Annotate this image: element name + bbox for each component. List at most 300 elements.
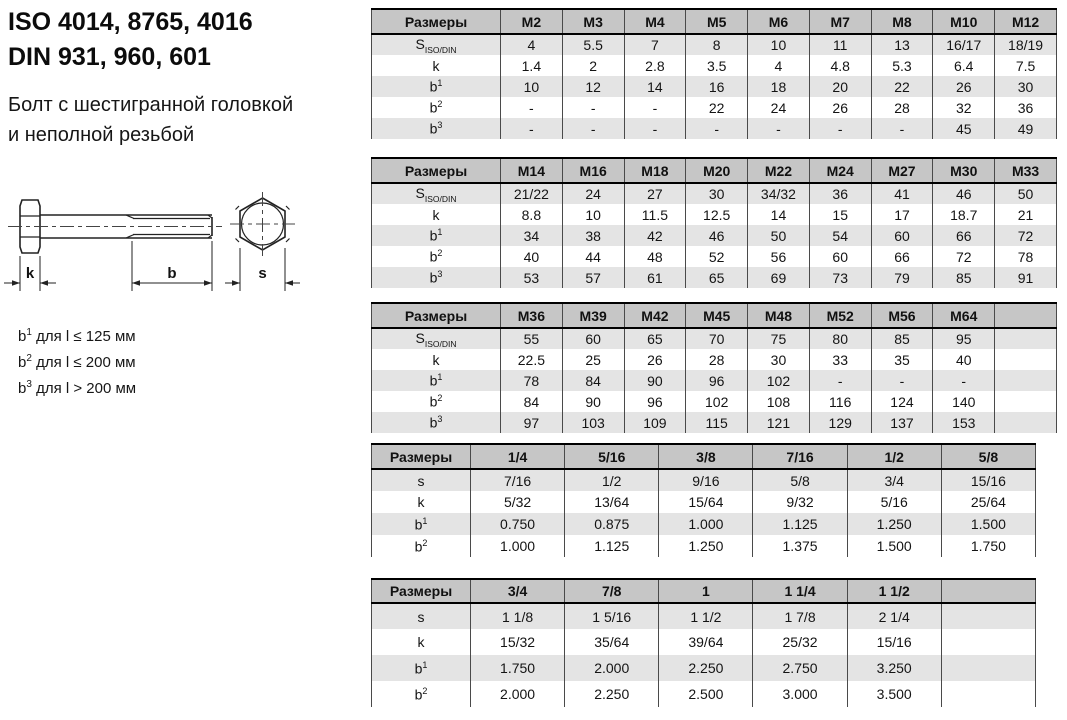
spec-value-cell: 4 — [748, 55, 810, 76]
empty-cell — [995, 412, 1057, 433]
spec-value-cell: 26 — [933, 76, 995, 97]
table-row — [372, 34, 1057, 55]
spec-value-cell: 33 — [809, 349, 871, 370]
size-column-header: 5/16 — [565, 444, 659, 469]
spec-value-cell: 97 — [501, 412, 563, 433]
row-label: $b^2$ — [372, 681, 471, 707]
spec-value-cell: 5.5 — [562, 34, 624, 55]
size-column-header: 5/8 — [941, 444, 1035, 469]
table-row — [372, 328, 1057, 349]
spec-value-cell: 9/16 — [659, 469, 753, 491]
spec-value-cell: 66 — [933, 225, 995, 246]
spec-value-cell: 140 — [933, 391, 995, 412]
spec-value-cell: 115 — [686, 412, 748, 433]
spec-value-cell: 2.250 — [659, 655, 753, 681]
spec-value-cell: 54 — [809, 225, 871, 246]
spec-value-cell: 34/32 — [748, 183, 810, 204]
din-standards-line: DIN 931, 960, 601 — [8, 43, 211, 71]
size-column-header: M18 — [624, 158, 686, 183]
spec-value-cell: - — [562, 97, 624, 118]
spec-value-cell: 65 — [686, 267, 748, 288]
spec-value-cell: 53 — [501, 267, 563, 288]
spec-value-cell: 80 — [809, 328, 871, 349]
row-label: $b^2$ — [372, 535, 471, 557]
table-header-row — [372, 9, 1057, 34]
spec-value-cell: 50 — [748, 225, 810, 246]
size-column-header: M52 — [809, 303, 871, 328]
spec-value-cell: 1/2 — [565, 469, 659, 491]
spec-value-cell: - — [686, 118, 748, 139]
metric-table-m36-m64 — [371, 302, 1057, 433]
size-column-header: M14 — [501, 158, 563, 183]
size-column-header: 3/8 — [659, 444, 753, 469]
table-row — [372, 370, 1057, 391]
table-row — [372, 491, 1036, 513]
spec-value-cell: 75 — [748, 328, 810, 349]
table-header-row — [372, 579, 1036, 603]
spec-value-cell: 36 — [809, 183, 871, 204]
description-line-1: Болт с шестигранной головкой — [8, 94, 294, 116]
spec-value-cell: 1.250 — [659, 535, 753, 557]
empty-cell — [941, 655, 1035, 681]
row-label: s — [372, 469, 471, 491]
spec-value-cell: 84 — [501, 391, 563, 412]
spec-value-cell: - — [809, 370, 871, 391]
spec-value-cell: 61 — [624, 267, 686, 288]
table-header-row — [372, 444, 1036, 469]
bolt-technical-drawing — [0, 185, 320, 310]
spec-value-cell: 2.8 — [624, 55, 686, 76]
empty-column-header — [995, 303, 1057, 328]
spec-value-cell: 96 — [624, 391, 686, 412]
spec-value-cell: 2.750 — [753, 655, 847, 681]
size-column-header: 1 — [659, 579, 753, 603]
table-row — [372, 267, 1057, 288]
table-row — [372, 412, 1057, 433]
spec-value-cell: - — [933, 370, 995, 391]
size-column-header: 7/16 — [753, 444, 847, 469]
spec-value-cell: 14 — [624, 76, 686, 97]
spec-value-cell: 90 — [562, 391, 624, 412]
size-column-header: M2 — [501, 9, 563, 34]
table-row — [372, 183, 1057, 204]
thread-length-legend — [18, 322, 136, 400]
empty-cell — [995, 391, 1057, 412]
spec-value-cell: 4 — [501, 34, 563, 55]
row-label: $b^1$ — [372, 76, 501, 97]
spec-value-cell: 60 — [871, 225, 933, 246]
empty-cell — [995, 349, 1057, 370]
spec-value-cell: 44 — [562, 246, 624, 267]
spec-value-cell: 36 — [995, 97, 1057, 118]
dimension-k — [4, 256, 56, 291]
table-row — [372, 629, 1036, 655]
size-column-header: M64 — [933, 303, 995, 328]
spec-value-cell: 3.250 — [847, 655, 941, 681]
spec-value-cell: 57 — [562, 267, 624, 288]
legend-item-b2: $b^2$ для l ≤ 200 мм — [18, 353, 136, 371]
spec-value-cell: 17 — [871, 204, 933, 225]
spec-value-cell: 18.7 — [933, 204, 995, 225]
spec-value-cell: 8 — [686, 34, 748, 55]
spec-value-cell: 42 — [624, 225, 686, 246]
spec-value-cell: 56 — [748, 246, 810, 267]
spec-value-cell: 69 — [748, 267, 810, 288]
spec-value-cell: 24 — [562, 183, 624, 204]
spec-value-cell: - — [624, 118, 686, 139]
spec-value-cell: 2.000 — [471, 681, 565, 707]
spec-value-cell: 39/64 — [659, 629, 753, 655]
spec-value-cell: 1.125 — [753, 513, 847, 535]
table-corner-label: Размеры — [372, 579, 471, 603]
spec-value-cell: - — [871, 370, 933, 391]
spec-value-cell: 40 — [501, 246, 563, 267]
spec-value-cell: 91 — [995, 267, 1057, 288]
spec-value-cell: 25/32 — [753, 629, 847, 655]
spec-value-cell: 72 — [995, 225, 1057, 246]
spec-value-cell: 50 — [995, 183, 1057, 204]
spec-value-cell: 1 1/8 — [471, 603, 565, 629]
spec-value-cell: 1.125 — [565, 535, 659, 557]
spec-value-cell: 26 — [624, 349, 686, 370]
table-row — [372, 225, 1057, 246]
spec-value-cell: 1.000 — [471, 535, 565, 557]
spec-value-cell: 30 — [686, 183, 748, 204]
spec-value-cell: 1.000 — [659, 513, 753, 535]
row-label: $S_{ISO/DIN}$ — [372, 34, 501, 55]
spec-value-cell: 21 — [995, 204, 1057, 225]
inch-table-threequarter-to-oneandhalf — [371, 578, 1036, 707]
metric-table-m14-m33 — [371, 157, 1057, 288]
spec-value-cell: - — [562, 118, 624, 139]
table-row — [372, 603, 1036, 629]
size-column-header: 1/2 — [847, 444, 941, 469]
spec-value-cell: 26 — [809, 97, 871, 118]
product-description — [8, 90, 293, 150]
spec-value-cell: 96 — [686, 370, 748, 391]
row-label: $b^1$ — [372, 370, 501, 391]
size-column-header: M30 — [933, 158, 995, 183]
row-label: $b^2$ — [372, 97, 501, 118]
spec-value-cell: 25/64 — [941, 491, 1035, 513]
row-label: $S_{ISO/DIN}$ — [372, 183, 501, 204]
table-row — [372, 204, 1057, 225]
description-line-2: и неполной резьбой — [8, 124, 195, 146]
row-label: $S_{ISO/DIN}$ — [372, 328, 501, 349]
spec-value-cell: 21/22 — [501, 183, 563, 204]
spec-value-cell: 10 — [562, 204, 624, 225]
table-row — [372, 513, 1036, 535]
row-label: k — [372, 55, 501, 76]
spec-value-cell: 22 — [871, 76, 933, 97]
table-row — [372, 349, 1057, 370]
spec-value-cell: 85 — [871, 328, 933, 349]
spec-value-cell: 41 — [871, 183, 933, 204]
spec-value-cell: - — [501, 97, 563, 118]
spec-value-cell: 46 — [686, 225, 748, 246]
legend-item-b3: $b^3$ для l > 200 мм — [18, 379, 137, 397]
size-column-header: 7/8 — [565, 579, 659, 603]
spec-value-cell: 24 — [748, 97, 810, 118]
spec-value-cell: 95 — [933, 328, 995, 349]
spec-value-cell: 11.5 — [624, 204, 686, 225]
spec-value-cell: 15/16 — [941, 469, 1035, 491]
empty-column-header — [941, 579, 1035, 603]
size-column-header: M24 — [809, 158, 871, 183]
size-column-header: M6 — [748, 9, 810, 34]
empty-cell — [995, 370, 1057, 391]
spec-value-cell: 108 — [748, 391, 810, 412]
spec-value-cell: 18/19 — [995, 34, 1057, 55]
spec-value-cell: 7 — [624, 34, 686, 55]
spec-value-cell: 12.5 — [686, 204, 748, 225]
spec-value-cell: 1.500 — [847, 535, 941, 557]
spec-value-cell: 14 — [748, 204, 810, 225]
table-corner-label: Размеры — [372, 158, 501, 183]
spec-value-cell: 12 — [562, 76, 624, 97]
spec-value-cell: - — [501, 118, 563, 139]
spec-value-cell: 15/32 — [471, 629, 565, 655]
size-column-header: M56 — [871, 303, 933, 328]
row-label: k — [372, 349, 501, 370]
empty-cell — [941, 629, 1035, 655]
row-label: $b^3$ — [372, 412, 501, 433]
row-label: $b^1$ — [372, 225, 501, 246]
spec-value-cell: 7/16 — [471, 469, 565, 491]
spec-value-cell: 1.750 — [471, 655, 565, 681]
spec-value-cell: 5.3 — [871, 55, 933, 76]
spec-value-cell: 124 — [871, 391, 933, 412]
spec-value-cell: 5/16 — [847, 491, 941, 513]
table-row — [372, 55, 1057, 76]
size-column-header: M5 — [686, 9, 748, 34]
spec-value-cell: 20 — [809, 76, 871, 97]
row-label: $b^2$ — [372, 246, 501, 267]
table-row — [372, 118, 1057, 139]
spec-value-cell: 46 — [933, 183, 995, 204]
spec-value-cell: 22.5 — [501, 349, 563, 370]
spec-value-cell: 70 — [686, 328, 748, 349]
spec-value-cell: 5/8 — [753, 469, 847, 491]
size-column-header: M48 — [748, 303, 810, 328]
spec-value-cell: 32 — [933, 97, 995, 118]
spec-value-cell: 30 — [748, 349, 810, 370]
spec-value-cell: 16/17 — [933, 34, 995, 55]
size-column-header: M39 — [562, 303, 624, 328]
spec-value-cell: 65 — [624, 328, 686, 349]
table-corner-label: Размеры — [372, 303, 501, 328]
spec-value-cell: 3.5 — [686, 55, 748, 76]
spec-value-cell: 4.8 — [809, 55, 871, 76]
spec-value-cell: 10 — [501, 76, 563, 97]
spec-value-cell: 15 — [809, 204, 871, 225]
spec-value-cell: 103 — [562, 412, 624, 433]
size-column-header: 3/4 — [471, 579, 565, 603]
spec-value-cell: 1.500 — [941, 513, 1035, 535]
table-row — [372, 535, 1036, 557]
spec-value-cell: 116 — [809, 391, 871, 412]
table-header-row — [372, 303, 1057, 328]
size-column-header: M16 — [562, 158, 624, 183]
empty-cell — [995, 328, 1057, 349]
spec-value-cell: - — [871, 118, 933, 139]
row-label: k — [372, 204, 501, 225]
empty-cell — [941, 603, 1035, 629]
table-corner-label: Размеры — [372, 444, 471, 469]
size-column-header: M42 — [624, 303, 686, 328]
row-label: $b^3$ — [372, 118, 501, 139]
row-label: $b^2$ — [372, 391, 501, 412]
spec-value-cell: 9/32 — [753, 491, 847, 513]
size-column-header: M45 — [686, 303, 748, 328]
dimension-b — [132, 241, 212, 291]
spec-value-cell: 3.000 — [753, 681, 847, 707]
table-header-row — [372, 158, 1057, 183]
table-corner-label: Размеры — [372, 9, 501, 34]
spec-value-cell: - — [809, 118, 871, 139]
spec-value-cell: 79 — [871, 267, 933, 288]
spec-value-cell: 45 — [933, 118, 995, 139]
spec-value-cell: 3/4 — [847, 469, 941, 491]
spec-value-cell: 40 — [933, 349, 995, 370]
size-column-header: 1 1/4 — [753, 579, 847, 603]
spec-value-cell: 25 — [562, 349, 624, 370]
size-column-header: M33 — [995, 158, 1057, 183]
spec-value-cell: 72 — [933, 246, 995, 267]
size-column-header: M20 — [686, 158, 748, 183]
spec-value-cell: 102 — [686, 391, 748, 412]
spec-value-cell: 28 — [686, 349, 748, 370]
spec-value-cell: 3.500 — [847, 681, 941, 707]
bolt-end-view — [230, 192, 295, 256]
spec-value-cell: 78 — [501, 370, 563, 391]
row-label: k — [372, 491, 471, 513]
size-column-header: 1/4 — [471, 444, 565, 469]
spec-value-cell: 90 — [624, 370, 686, 391]
spec-value-cell: 22 — [686, 97, 748, 118]
iso-standards-line: ISO 4014, 8765, 4016 — [8, 8, 253, 36]
metric-table-m2-m12 — [371, 8, 1057, 139]
spec-value-cell: 85 — [933, 267, 995, 288]
spec-value-cell: 78 — [995, 246, 1057, 267]
table-row — [372, 97, 1057, 118]
spec-value-cell: 60 — [809, 246, 871, 267]
standards-title — [8, 5, 253, 75]
row-label: s — [372, 603, 471, 629]
row-label: $b^1$ — [372, 655, 471, 681]
spec-value-cell: 15/16 — [847, 629, 941, 655]
spec-value-cell: 55 — [501, 328, 563, 349]
spec-value-cell: 28 — [871, 97, 933, 118]
spec-value-cell: 2 — [562, 55, 624, 76]
spec-value-cell: 35 — [871, 349, 933, 370]
spec-value-cell: 15/64 — [659, 491, 753, 513]
dimension-label-k: k — [25, 265, 35, 282]
spec-value-cell: 1 7/8 — [753, 603, 847, 629]
size-column-header: M10 — [933, 9, 995, 34]
spec-value-cell: 34 — [501, 225, 563, 246]
spec-value-cell: 102 — [748, 370, 810, 391]
size-column-header: M36 — [501, 303, 563, 328]
spec-value-cell: 16 — [686, 76, 748, 97]
spec-value-cell: 6.4 — [933, 55, 995, 76]
row-label: $b^1$ — [372, 513, 471, 535]
spec-value-cell: 1.750 — [941, 535, 1035, 557]
spec-value-cell: 18 — [748, 76, 810, 97]
spec-value-cell: 0.875 — [565, 513, 659, 535]
spec-value-cell: 121 — [748, 412, 810, 433]
dimension-label-s: s — [258, 265, 267, 282]
spec-value-cell: 2.500 — [659, 681, 753, 707]
empty-cell — [941, 681, 1035, 707]
spec-value-cell: 60 — [562, 328, 624, 349]
spec-value-cell: 137 — [871, 412, 933, 433]
size-column-header: M7 — [809, 9, 871, 34]
spec-value-cell: 38 — [562, 225, 624, 246]
table-row — [372, 655, 1036, 681]
table-row — [372, 391, 1057, 412]
spec-value-cell: 7.5 — [995, 55, 1057, 76]
row-label: $b^3$ — [372, 267, 501, 288]
spec-value-cell: 66 — [871, 246, 933, 267]
size-column-header: M22 — [748, 158, 810, 183]
spec-value-cell: 13 — [871, 34, 933, 55]
table-row — [372, 246, 1057, 267]
spec-value-cell: 48 — [624, 246, 686, 267]
spec-value-cell: 1 5/16 — [565, 603, 659, 629]
spec-value-cell: 49 — [995, 118, 1057, 139]
spec-value-cell: - — [624, 97, 686, 118]
row-label: k — [372, 629, 471, 655]
size-column-header: M27 — [871, 158, 933, 183]
table-row — [372, 469, 1036, 491]
spec-value-cell: 73 — [809, 267, 871, 288]
size-column-header: M12 — [995, 9, 1057, 34]
spec-value-cell: 109 — [624, 412, 686, 433]
spec-value-cell: 10 — [748, 34, 810, 55]
spec-value-cell: 27 — [624, 183, 686, 204]
spec-value-cell: 2.000 — [565, 655, 659, 681]
size-column-header: M8 — [871, 9, 933, 34]
table-row — [372, 76, 1057, 97]
spec-value-cell: 153 — [933, 412, 995, 433]
spec-value-cell: 35/64 — [565, 629, 659, 655]
spec-value-cell: 5/32 — [471, 491, 565, 513]
spec-value-cell: 0.750 — [471, 513, 565, 535]
inch-table-quarter-to-fiveeighths — [371, 443, 1036, 557]
size-column-header: M4 — [624, 9, 686, 34]
table-row — [372, 681, 1036, 707]
spec-value-cell: 2 1/4 — [847, 603, 941, 629]
spec-value-cell: 84 — [562, 370, 624, 391]
spec-value-cell: 8.8 — [501, 204, 563, 225]
spec-value-cell: 1.4 — [501, 55, 563, 76]
legend-item-b1: $b^1$ для l ≤ 125 мм — [18, 327, 136, 345]
spec-value-cell: 1.250 — [847, 513, 941, 535]
spec-value-cell: - — [748, 118, 810, 139]
spec-value-cell: 1.375 — [753, 535, 847, 557]
spec-value-cell: 13/64 — [565, 491, 659, 513]
bolt-side-view — [8, 200, 222, 253]
spec-value-cell: 30 — [995, 76, 1057, 97]
spec-value-cell: 52 — [686, 246, 748, 267]
spec-value-cell: 2.250 — [565, 681, 659, 707]
spec-value-cell: 129 — [809, 412, 871, 433]
dimension-label-b: b — [167, 265, 177, 282]
size-column-header: M3 — [562, 9, 624, 34]
size-column-header: 1 1/2 — [847, 579, 941, 603]
spec-value-cell: 1 1/2 — [659, 603, 753, 629]
